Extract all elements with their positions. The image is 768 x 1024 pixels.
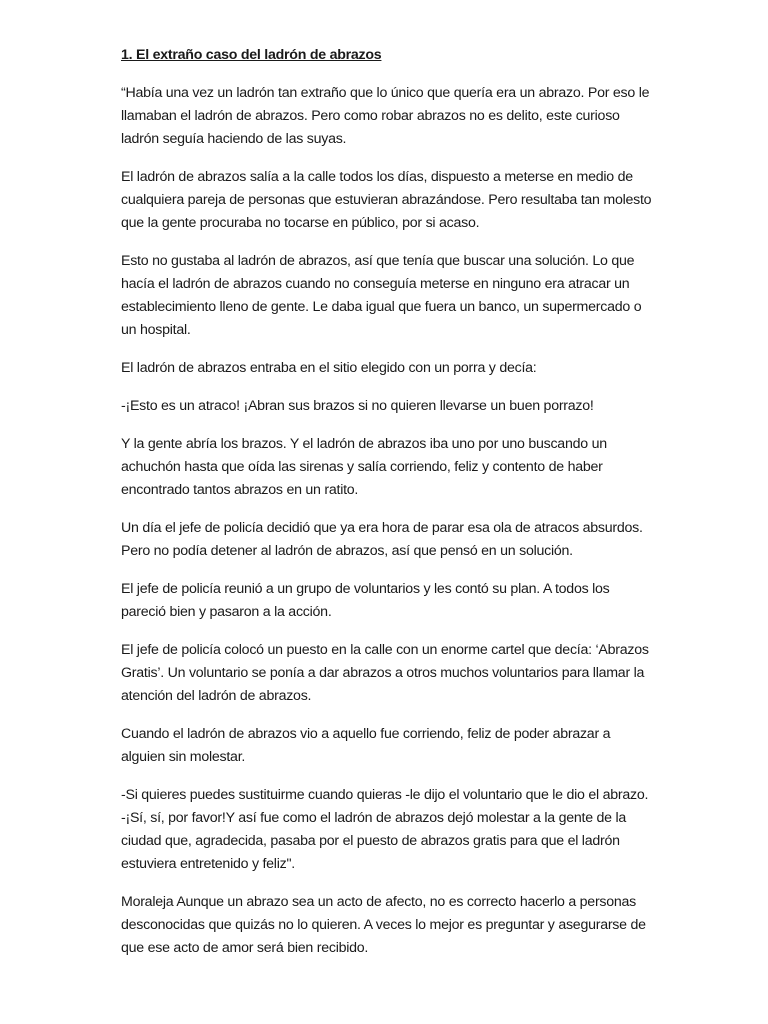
paragraph: “Había una vez un ladrón tan extraño que lo único que quería era un abrazo. Por eso le llamaban el ladrón de abrazos. Pero como robar abrazos no es delito, este curioso ladrón seguía haciendo de las suyas.: [121, 85, 650, 147]
paragraph: Un día el jefe de policía decidió que ya era hora de parar esa ola de atracos absurdos. Pero no podía detener al ladrón de abrazos, así que pensó en un solución.: [121, 520, 643, 559]
paragraph: El ladrón de abrazos entraba en el sitio elegido con un porra y decía:: [121, 360, 537, 376]
paragraph: Cuando el ladrón de abrazos vio a aquello fue corriendo, feliz de poder abrazar a alguien sin molestar.: [121, 726, 611, 765]
paragraph: -¡Esto es un atraco! ¡Abran sus brazos si no quieren llevarse un buen porrazo!: [121, 398, 594, 414]
paragraph: El jefe de policía reunió a un grupo de voluntarios y les contó su plan. A todos los pareció bien y pasaron a la acción.: [121, 581, 610, 620]
paragraph: El ladrón de abrazos salía a la calle todos los días, dispuesto a meterse en medio de cualquiera pareja de personas que estuvieran abrazándose. Pero resultaba tan molesto que la gente procuraba no tocarse en público, por si acaso.: [121, 169, 652, 231]
paragraph: -Si quieres puedes sustituirme cuando quieras -le dijo el voluntario que le dio el abrazo. -¡Sí, sí, por favor!Y así fue como el ladrón de abrazos dejó molestar a la gente de la ciudad que, agradecida, pasaba por el puesto de abrazos gratis para que el ladrón estuviera entretenido y feliz".: [121, 787, 649, 872]
paragraph: Y la gente abría los brazos. Y el ladrón de abrazos iba uno por uno buscando un achuchón hasta que oída las sirenas y salía corriendo, feliz y contento de haber encontrado tantos abrazos en un ratito.: [121, 436, 607, 498]
document-title: 1. El extraño caso del ladrón de abrazos: [121, 47, 382, 63]
paragraph: Esto no gustaba al ladrón de abrazos, así que tenía que buscar una solución. Lo que hacía el ladrón de abrazos cuando no conseguía meterse en ninguno era atracar un establecimiento lleno de gente. Le daba igual que fuera un banco, un supermercado o un hospital.: [121, 253, 642, 338]
moral-paragraph: Moraleja Aunque un abrazo sea un acto de afecto, no es correcto hacerlo a personas desconocidas que quizás no lo quieren. A veces lo mejor es preguntar y asegurarse de que ese acto de amor será bien recibido.: [121, 894, 646, 956]
paragraph: El jefe de policía colocó un puesto en la calle con un enorme cartel que decía: ‘Abrazos Gratis’. Un voluntario se ponía a dar abrazos a otros muchos voluntarios para llamar la atención del ladrón de abrazos.: [121, 642, 649, 704]
document-body: [121, 44, 656, 975]
